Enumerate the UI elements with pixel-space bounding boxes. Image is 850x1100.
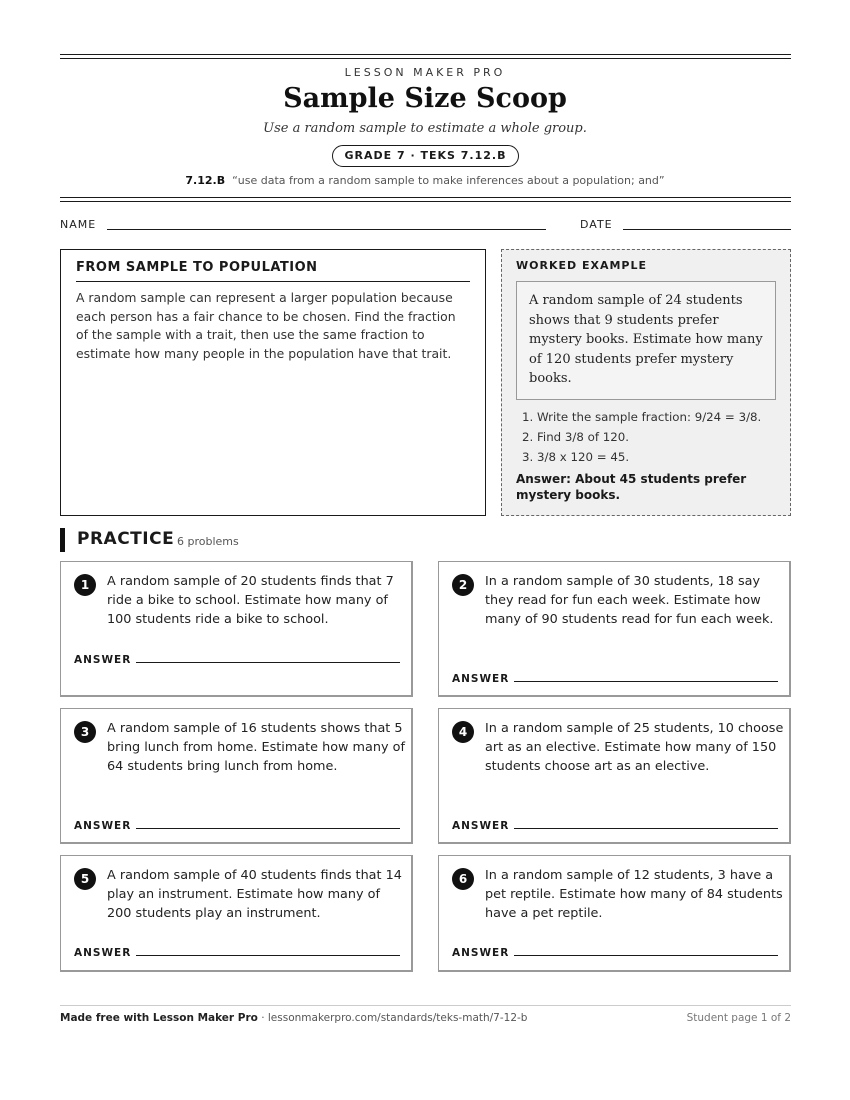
standard-text: “use data from a random sample to make inferences about a population; and”	[232, 174, 665, 187]
practice-title: PRACTICE	[77, 529, 175, 549]
footer-url: · lessonmakerpro.com/standards/teks-math/7-12-b	[261, 1012, 528, 1024]
practice-problem-card	[438, 561, 791, 697]
problem-text: In a random sample of 25 students, 10 choose art as an elective. Estimate how many of 150 students choose art as an elective.	[485, 721, 784, 775]
practice-problem-card	[438, 855, 791, 972]
answer-field[interactable]	[136, 662, 400, 663]
footer-made-with: Made free with Lesson Maker Pro	[60, 1012, 258, 1024]
answer-field[interactable]	[514, 955, 778, 956]
practice-problem-card	[438, 708, 791, 844]
standard-code: 7.12.B	[185, 174, 226, 187]
worked-example-answer: Answer: About 45 students prefer mystery books.	[516, 472, 747, 502]
answer-label: ANSWER	[74, 820, 132, 832]
answer-field[interactable]	[136, 955, 400, 956]
practice-problem-card	[60, 561, 413, 697]
problem-text: A random sample of 20 students finds that 7 ride a bike to school. Estimate how many of 100 students ride a bike to school.	[107, 574, 394, 628]
concept-box	[60, 249, 486, 516]
answer-label: ANSWER	[74, 947, 132, 959]
concept-heading: FROM SAMPLE TO POPULATION	[76, 260, 470, 282]
name-label: NAME	[60, 218, 97, 231]
answer-field[interactable]	[514, 681, 778, 682]
brand-name: LESSON MAKER PRO	[344, 66, 506, 79]
grade-badge: GRADE 7 · TEKS 7.12.B	[332, 145, 519, 167]
footer-rule	[60, 1005, 791, 1006]
answer-label: ANSWER	[452, 820, 510, 832]
practice-accent-bar	[60, 528, 65, 552]
practice-count: 6 problems	[177, 535, 239, 548]
concept-text: A random sample can represent a larger population because each person has a fair chance to be chosen. Find the fraction of the sample with a trait, then use the same fraction to estimate how many people in the population have that trait.	[76, 290, 456, 361]
practice-problem-card	[60, 855, 413, 972]
date-field[interactable]	[623, 229, 791, 230]
answer-field[interactable]	[514, 828, 778, 829]
answer-field[interactable]	[136, 828, 400, 829]
worked-example-problem: A random sample of 24 students shows that 9 students prefer mystery books. Estimate how many of 120 students prefer mystery books.	[516, 281, 776, 400]
page-title: Sample Size Scoop	[283, 83, 567, 114]
problem-number: 2	[452, 574, 474, 596]
problem-number: 3	[74, 721, 96, 743]
practice-problem-card	[60, 708, 413, 844]
page-subtitle: Use a random sample to estimate a whole group.	[263, 121, 587, 136]
problem-number: 5	[74, 868, 96, 890]
worked-step: 2. Find 3/8 of 120.	[522, 430, 630, 444]
worked-example-heading: WORKED EXAMPLE	[516, 259, 647, 272]
worked-step: 1. Write the sample fraction: 9/24 = 3/8.	[522, 410, 762, 424]
worked-example-steps	[516, 407, 776, 467]
worked-example-box	[501, 249, 791, 516]
answer-label: ANSWER	[452, 673, 510, 685]
worked-step: 3. 3/8 x 120 = 45.	[522, 450, 630, 464]
footer-credit	[60, 1012, 527, 1024]
date-label: DATE	[580, 218, 613, 231]
answer-label: ANSWER	[74, 654, 132, 666]
standard-line	[0, 174, 850, 187]
header-bottom-rule	[60, 197, 791, 202]
top-rule	[60, 54, 791, 59]
problem-text: In a random sample of 12 students, 3 have a pet reptile. Estimate how many of 84 students have a pet reptile.	[485, 868, 783, 922]
problem-text: In a random sample of 30 students, 18 say they read for fun each week. Estimate how many of 90 students read for fun each week.	[485, 574, 774, 628]
problem-text: A random sample of 40 students finds that 14 play an instrument. Estimate how many of 200 students play an instrument.	[107, 868, 402, 922]
problem-text: A random sample of 16 students shows that 5 bring lunch from home. Estimate how many of 64 students bring lunch from home.	[107, 721, 405, 775]
problem-number: 1	[74, 574, 96, 596]
footer-page-number: Student page 1 of 2	[686, 1012, 791, 1024]
problem-number: 4	[452, 721, 474, 743]
name-field[interactable]	[107, 229, 546, 230]
answer-label: ANSWER	[452, 947, 510, 959]
problem-number: 6	[452, 868, 474, 890]
